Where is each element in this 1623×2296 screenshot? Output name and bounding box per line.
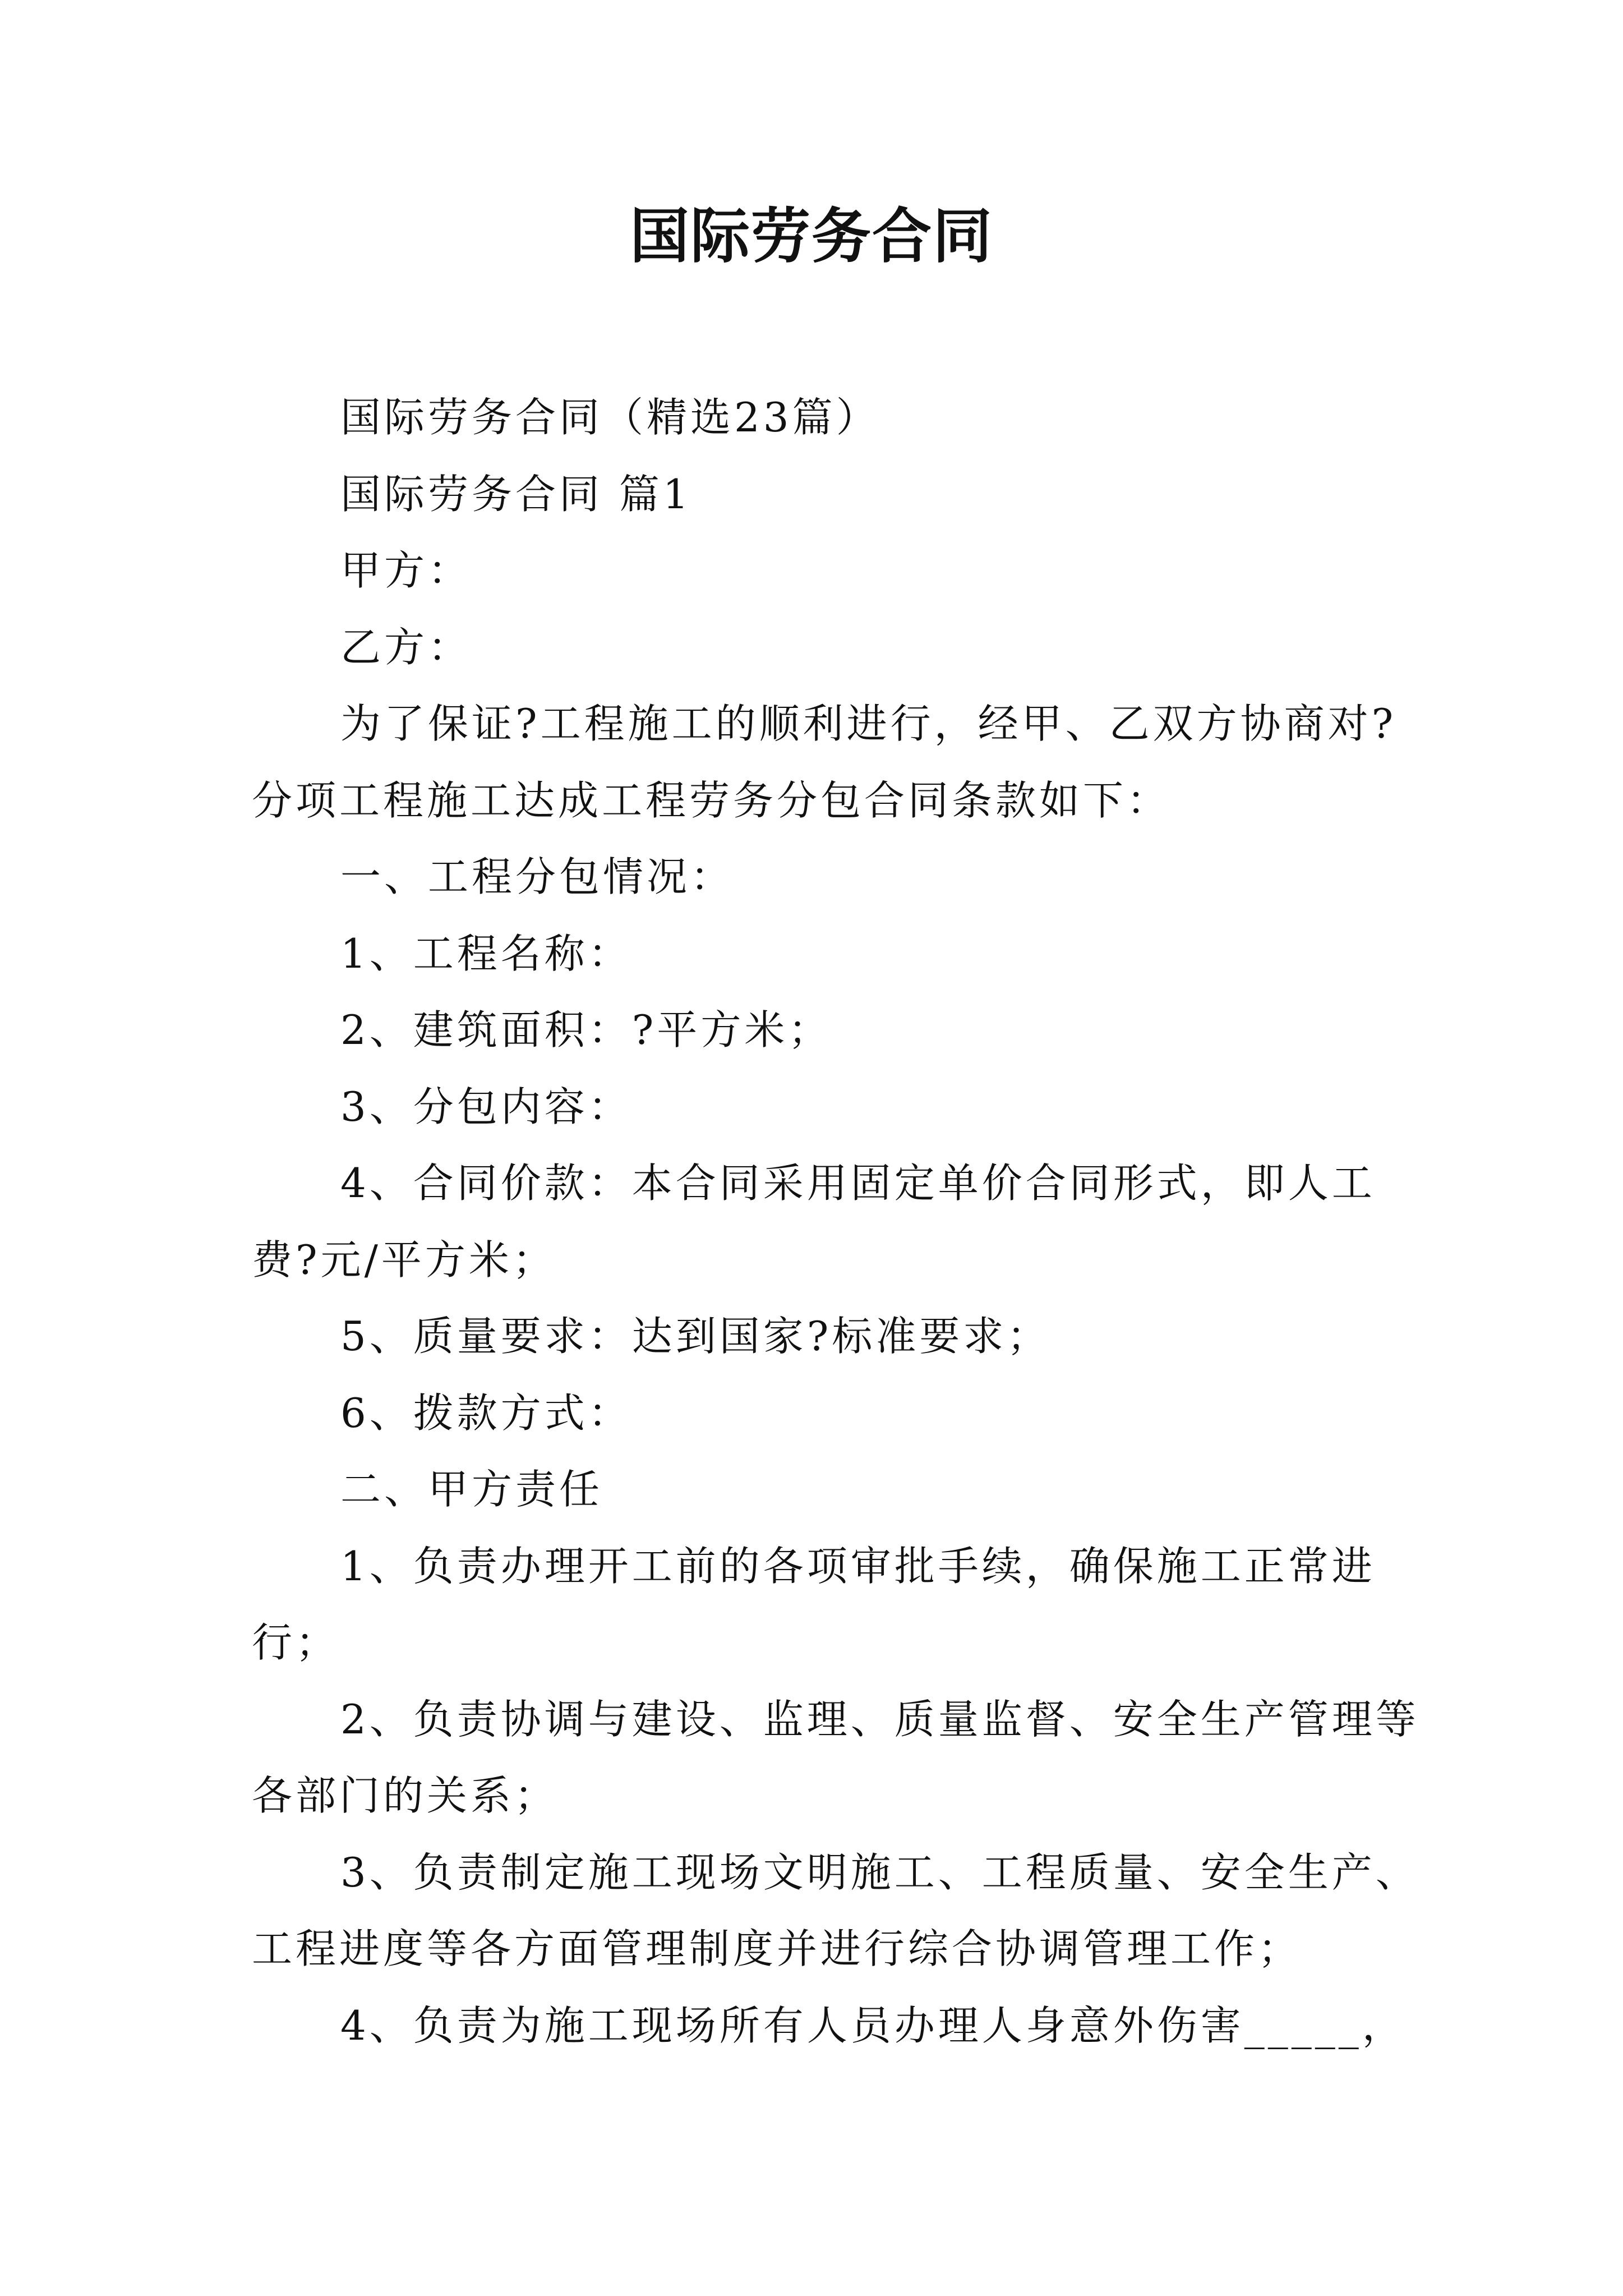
paragraph-party-b: 乙方： <box>340 623 472 671</box>
paragraph-party-a: 甲方： <box>340 547 472 594</box>
paragraph-payment-method: 6、拨款方式： <box>340 1389 632 1437</box>
paragraph-subcontract-content: 3、分包内容： <box>340 1083 632 1130</box>
paragraph-duty-2: 2、负责协调与建设、监理、质量监督、安全生产管理等各部门的关系； <box>252 1695 1419 1819</box>
paragraph-preamble: 为了保证?工程施工的顺利进行，经甲、乙双方协商对?分项工程施工达成工程劳务分包合同条款如下： <box>252 700 1397 824</box>
document-body <box>252 379 1436 2064</box>
paragraph-duty-3: 3、负责制定施工现场文明施工、工程质量、安全生产、工程进度等各方面管理制度并进行综合协调管理工作； <box>252 1848 1419 1972</box>
paragraph-clause-heading-2: 二、甲方责任 <box>340 1466 603 1513</box>
paragraph-duty-4: 4、负责为施工现场所有人员办理人身意外伤害_____， <box>340 2001 1406 2049</box>
paragraph-section-heading: 国际劳务合同 篇1 <box>340 470 692 518</box>
document-title: 国际劳务合同 <box>630 202 993 271</box>
paragraph-building-area: 2、建筑面积：?平方米； <box>340 1006 832 1053</box>
paragraph-duty-1: 1、负责办理开工前的各项审批手续，确保施工正常进行； <box>252 1542 1376 1666</box>
paragraph-contract-price: 4、合同价款：本合同采用固定单价合同形式，即人工费?元/平方米； <box>252 1159 1376 1283</box>
paragraph-project-name: 1、工程名称： <box>340 930 632 977</box>
paragraph-clause-heading-1: 一、工程分包情况： <box>340 853 735 900</box>
paragraph-quality-requirement: 5、质量要求：达到国家?标准要求； <box>340 1313 1051 1360</box>
paragraph-subtitle: 国际劳务合同（精选23篇） <box>340 394 880 441</box>
